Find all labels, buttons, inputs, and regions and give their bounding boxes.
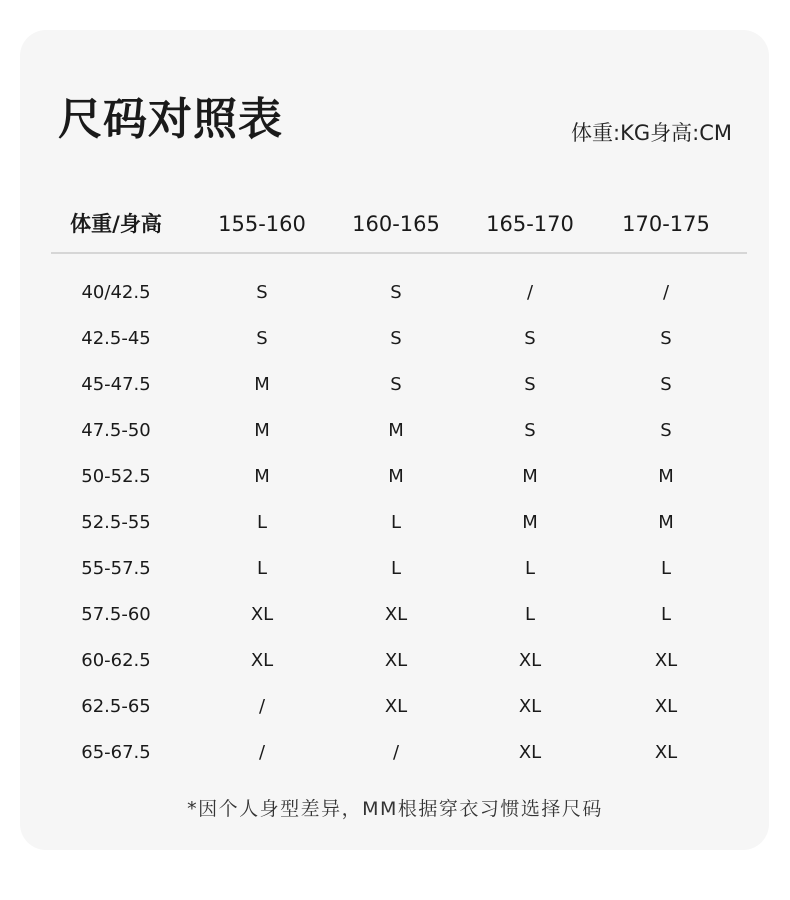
size-cell: M — [522, 512, 538, 533]
size-cell: / — [392, 742, 400, 763]
header-height-165-170: 165-170 — [486, 212, 574, 236]
size-cell: / — [258, 696, 266, 717]
size-table — [51, 200, 747, 776]
size-cell: XL — [250, 650, 274, 671]
size-cell: XL — [518, 650, 542, 671]
weight-range-cell: 60-62.5 — [81, 650, 151, 671]
footnote: *因个人身型差异，MM根据穿衣习惯选择尺码 — [187, 798, 603, 820]
size-cell: XL — [384, 696, 408, 717]
size-cell: M — [254, 374, 270, 395]
header-height-155-160: 155-160 — [218, 212, 306, 236]
size-cell: S — [256, 282, 268, 303]
size-cell: L — [524, 558, 536, 579]
weight-range-cell: 42.5-45 — [81, 328, 151, 349]
header-height-160-165: 160-165 — [352, 212, 440, 236]
table-row — [51, 592, 747, 638]
size-cell: / — [526, 282, 534, 303]
size-cell: XL — [518, 742, 542, 763]
size-cell: S — [524, 420, 536, 441]
size-cell: S — [660, 374, 672, 395]
size-cell: XL — [654, 742, 678, 763]
size-cell: L — [524, 604, 536, 625]
weight-range-cell: 50-52.5 — [81, 466, 151, 487]
size-cell: / — [258, 742, 266, 763]
size-cell: S — [524, 328, 536, 349]
size-cell: / — [662, 282, 670, 303]
weight-range-cell: 47.5-50 — [81, 420, 151, 441]
size-cell: M — [388, 466, 404, 487]
size-cell: M — [388, 420, 404, 441]
size-cell: S — [524, 374, 536, 395]
weight-range-cell: 40/42.5 — [81, 282, 151, 303]
size-cell: S — [390, 282, 402, 303]
table-row — [51, 454, 747, 500]
size-cell: M — [658, 466, 674, 487]
size-cell: L — [660, 558, 672, 579]
size-cell: XL — [384, 650, 408, 671]
table-row — [51, 730, 747, 776]
table-row — [51, 684, 747, 730]
table-row — [51, 316, 747, 362]
page-title: 尺码对照表 — [58, 94, 283, 145]
size-cell: XL — [518, 696, 542, 717]
size-cell: M — [254, 420, 270, 441]
size-cell: M — [522, 466, 538, 487]
table-row — [51, 546, 747, 592]
table-header-row — [51, 200, 747, 254]
size-cell: M — [658, 512, 674, 533]
table-row — [51, 270, 747, 316]
size-cell: S — [390, 328, 402, 349]
weight-range-cell: 52.5-55 — [81, 512, 151, 533]
unit-note: 体重:KG身高:CM — [571, 121, 732, 145]
table-row — [51, 500, 747, 546]
header-height-170-175: 170-175 — [622, 212, 710, 236]
header-weight-height: 体重/身高 — [70, 212, 162, 236]
weight-range-cell: 55-57.5 — [81, 558, 151, 579]
size-cell: XL — [384, 604, 408, 625]
size-cell: S — [660, 328, 672, 349]
size-cell: S — [256, 328, 268, 349]
table-row — [51, 638, 747, 684]
size-cell: L — [390, 512, 402, 533]
size-cell: M — [254, 466, 270, 487]
size-cell: L — [390, 558, 402, 579]
size-cell: S — [660, 420, 672, 441]
weight-range-cell: 57.5-60 — [81, 604, 151, 625]
size-cell: XL — [250, 604, 274, 625]
table-row — [51, 362, 747, 408]
size-cell: L — [256, 558, 268, 579]
weight-range-cell: 65-67.5 — [81, 742, 151, 763]
size-cell: XL — [654, 696, 678, 717]
weight-range-cell: 45-47.5 — [81, 374, 151, 395]
size-cell: L — [256, 512, 268, 533]
weight-range-cell: 62.5-65 — [81, 696, 151, 717]
size-cell: L — [660, 604, 672, 625]
table-row — [51, 408, 747, 454]
size-cell: S — [390, 374, 402, 395]
size-cell: XL — [654, 650, 678, 671]
table-body — [51, 254, 747, 776]
